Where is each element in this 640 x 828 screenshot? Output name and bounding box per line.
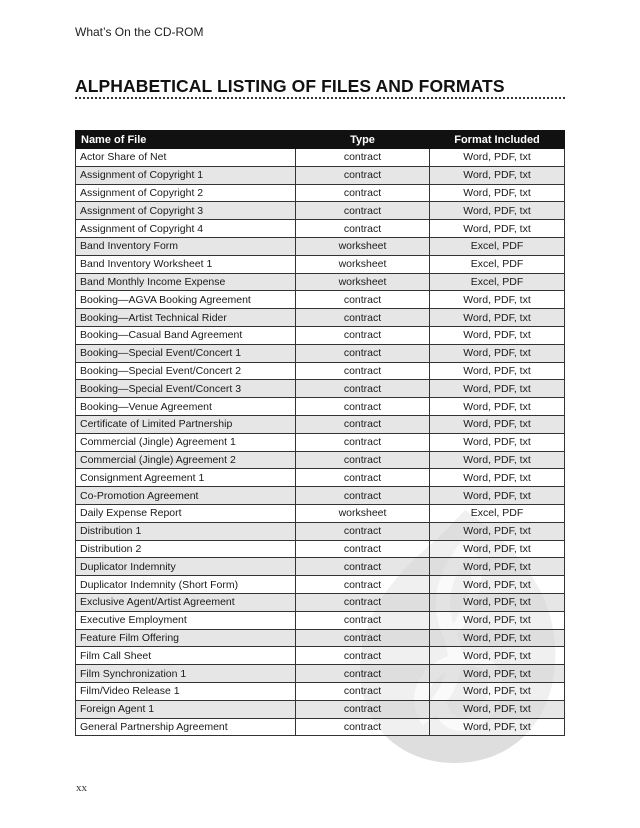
file-format-cell: Word, PDF, txt [430, 149, 565, 167]
table-row [76, 166, 565, 184]
file-type-cell: contract [296, 309, 430, 327]
file-type-cell: contract [296, 166, 430, 184]
table-row [76, 576, 565, 594]
file-format-cell: Word, PDF, txt [430, 309, 565, 327]
running-head: What’s On the CD-ROM [75, 25, 204, 39]
table-row [76, 611, 565, 629]
file-type-cell: contract [296, 149, 430, 167]
file-format-cell: Word, PDF, txt [430, 629, 565, 647]
table-row [76, 202, 565, 220]
file-name-cell: Film/Video Release 1 [76, 682, 296, 700]
file-type-cell: contract [296, 202, 430, 220]
file-format-cell: Word, PDF, txt [430, 344, 565, 362]
file-type-cell: contract [296, 184, 430, 202]
file-format-cell: Word, PDF, txt [430, 433, 565, 451]
table-row [76, 398, 565, 416]
file-type-cell: contract [296, 522, 430, 540]
page-number: xx [76, 782, 87, 794]
column-header-format: Format Included [430, 131, 565, 149]
file-format-cell: Word, PDF, txt [430, 593, 565, 611]
file-type-cell: contract [296, 487, 430, 505]
file-name-cell: Booking—Artist Technical Rider [76, 309, 296, 327]
table-row [76, 415, 565, 433]
table-row [76, 362, 565, 380]
file-name-cell: Feature Film Offering [76, 629, 296, 647]
file-name-cell: Distribution 2 [76, 540, 296, 558]
file-type-cell: contract [296, 433, 430, 451]
file-type-cell: worksheet [296, 504, 430, 522]
file-format-cell: Word, PDF, txt [430, 166, 565, 184]
file-format-cell: Word, PDF, txt [430, 398, 565, 416]
table-row [76, 665, 565, 683]
column-header-type: Type [296, 131, 430, 149]
file-type-cell: contract [296, 629, 430, 647]
file-type-cell: contract [296, 398, 430, 416]
table-row [76, 487, 565, 505]
file-format-cell: Word, PDF, txt [430, 718, 565, 736]
file-name-cell: Assignment of Copyright 4 [76, 220, 296, 238]
file-name-cell: Daily Expense Report [76, 504, 296, 522]
table-row [76, 522, 565, 540]
file-format-cell: Word, PDF, txt [430, 558, 565, 576]
table-row [76, 540, 565, 558]
file-name-cell: Band Inventory Form [76, 237, 296, 255]
file-type-cell: contract [296, 469, 430, 487]
file-type-cell: contract [296, 647, 430, 665]
file-name-cell: General Partnership Agreement [76, 718, 296, 736]
file-format-cell: Word, PDF, txt [430, 202, 565, 220]
file-type-cell: contract [296, 326, 430, 344]
file-type-cell: worksheet [296, 255, 430, 273]
file-name-cell: Band Inventory Worksheet 1 [76, 255, 296, 273]
table-row [76, 647, 565, 665]
table-row [76, 718, 565, 736]
file-name-cell: Duplicator Indemnity (Short Form) [76, 576, 296, 594]
file-format-cell: Excel, PDF [430, 255, 565, 273]
table-row [76, 593, 565, 611]
table-row [76, 344, 565, 362]
table-row [76, 700, 565, 718]
section-title: ALPHABETICAL LISTING OF FILES AND FORMATS [75, 76, 505, 96]
file-type-cell: contract [296, 291, 430, 309]
file-name-cell: Booking—Casual Band Agreement [76, 326, 296, 344]
file-type-cell: contract [296, 380, 430, 398]
file-name-cell: Commercial (Jingle) Agreement 1 [76, 433, 296, 451]
table-row [76, 255, 565, 273]
file-format-cell: Word, PDF, txt [430, 451, 565, 469]
file-name-cell: Distribution 1 [76, 522, 296, 540]
file-format-cell: Word, PDF, txt [430, 184, 565, 202]
file-name-cell: Certificate of Limited Partnership [76, 415, 296, 433]
file-name-cell: Assignment of Copyright 3 [76, 202, 296, 220]
file-type-cell: worksheet [296, 237, 430, 255]
file-name-cell: Foreign Agent 1 [76, 700, 296, 718]
table-row [76, 433, 565, 451]
file-type-cell: worksheet [296, 273, 430, 291]
file-format-cell: Word, PDF, txt [430, 380, 565, 398]
file-format-cell: Word, PDF, txt [430, 362, 565, 380]
table-row [76, 682, 565, 700]
table-row [76, 291, 565, 309]
file-name-cell: Booking—AGVA Booking Agreement [76, 291, 296, 309]
file-name-cell: Commercial (Jingle) Agreement 2 [76, 451, 296, 469]
file-format-cell: Word, PDF, txt [430, 576, 565, 594]
file-format-cell: Word, PDF, txt [430, 415, 565, 433]
file-format-cell: Word, PDF, txt [430, 291, 565, 309]
file-type-cell: contract [296, 576, 430, 594]
file-name-cell: Film Synchronization 1 [76, 665, 296, 683]
file-format-cell: Word, PDF, txt [430, 469, 565, 487]
file-type-cell: contract [296, 344, 430, 362]
file-name-cell: Booking—Special Event/Concert 3 [76, 380, 296, 398]
file-type-cell: contract [296, 593, 430, 611]
file-format-cell: Word, PDF, txt [430, 220, 565, 238]
file-name-cell: Assignment of Copyright 1 [76, 166, 296, 184]
file-type-cell: contract [296, 718, 430, 736]
file-format-cell: Word, PDF, txt [430, 700, 565, 718]
table-row [76, 558, 565, 576]
file-type-cell: contract [296, 540, 430, 558]
file-format-cell: Word, PDF, txt [430, 682, 565, 700]
table-row [76, 309, 565, 327]
table-row [76, 220, 565, 238]
file-type-cell: contract [296, 700, 430, 718]
table-row [76, 504, 565, 522]
file-format-cell: Excel, PDF [430, 273, 565, 291]
file-type-cell: contract [296, 415, 430, 433]
file-name-cell: Actor Share of Net [76, 149, 296, 167]
file-name-cell: Film Call Sheet [76, 647, 296, 665]
file-type-cell: contract [296, 558, 430, 576]
table-row [76, 326, 565, 344]
dotted-divider [75, 97, 565, 99]
file-name-cell: Consignment Agreement 1 [76, 469, 296, 487]
file-format-cell: Excel, PDF [430, 504, 565, 522]
file-format-cell: Word, PDF, txt [430, 522, 565, 540]
file-format-cell: Word, PDF, txt [430, 487, 565, 505]
table-row [76, 469, 565, 487]
file-type-cell: contract [296, 611, 430, 629]
table-row [76, 237, 565, 255]
file-type-cell: contract [296, 682, 430, 700]
file-format-cell: Word, PDF, txt [430, 665, 565, 683]
file-format-cell: Word, PDF, txt [430, 611, 565, 629]
file-format-cell: Word, PDF, txt [430, 540, 565, 558]
table-row [76, 451, 565, 469]
file-name-cell: Executive Employment [76, 611, 296, 629]
file-name-cell: Co-Promotion Agreement [76, 487, 296, 505]
table-row [76, 149, 565, 167]
table-body [76, 149, 565, 736]
file-name-cell: Booking—Special Event/Concert 2 [76, 362, 296, 380]
file-name-cell: Exclusive Agent/Artist Agreement [76, 593, 296, 611]
table-row [76, 273, 565, 291]
table-header-row [76, 131, 565, 149]
file-type-cell: contract [296, 220, 430, 238]
file-type-cell: contract [296, 451, 430, 469]
file-type-cell: contract [296, 362, 430, 380]
file-format-cell: Excel, PDF [430, 237, 565, 255]
file-format-cell: Word, PDF, txt [430, 647, 565, 665]
file-name-cell: Band Monthly Income Expense [76, 273, 296, 291]
file-name-cell: Duplicator Indemnity [76, 558, 296, 576]
file-name-cell: Booking—Special Event/Concert 1 [76, 344, 296, 362]
table-row [76, 380, 565, 398]
file-type-cell: contract [296, 665, 430, 683]
table-row [76, 184, 565, 202]
file-name-cell: Assignment of Copyright 2 [76, 184, 296, 202]
file-name-cell: Booking—Venue Agreement [76, 398, 296, 416]
files-table [75, 130, 565, 736]
file-format-cell: Word, PDF, txt [430, 326, 565, 344]
column-header-name: Name of File [76, 131, 296, 149]
table-row [76, 629, 565, 647]
